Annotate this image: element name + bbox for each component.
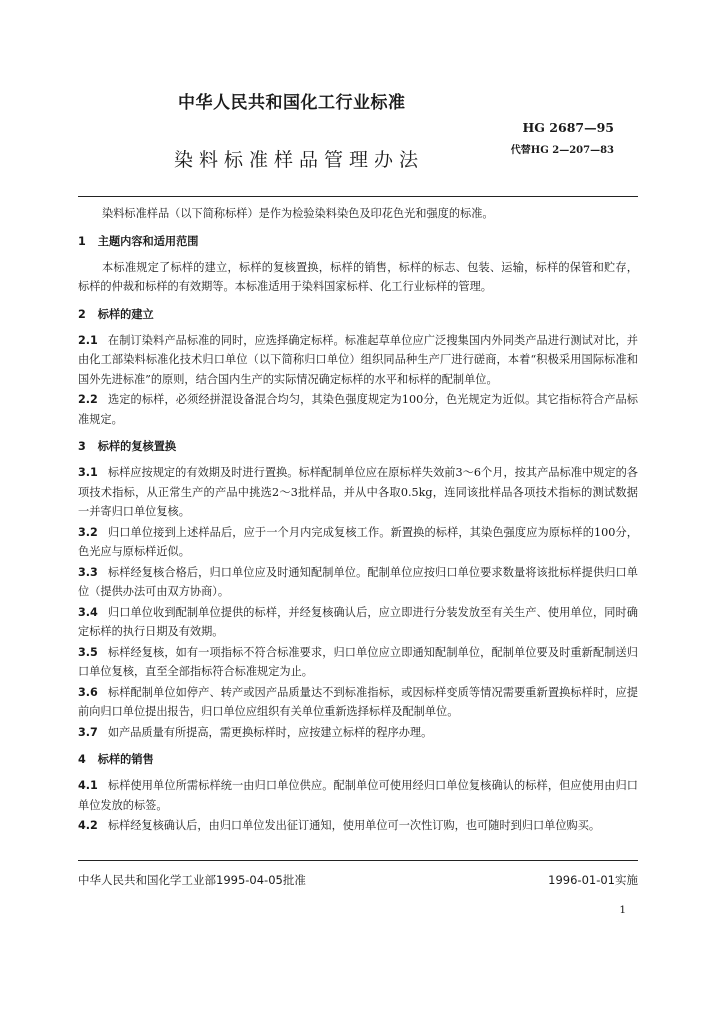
section-number: 1	[78, 234, 86, 248]
effective-date: 1996-01-01实施	[548, 873, 638, 887]
page-number: 1	[619, 904, 626, 916]
clause	[78, 390, 638, 429]
clause-text: 标样经复核合格后，归口单位应及时通知配制单位。配制单位应按归口单位要求数量将该批标样提供归口单位（提供办法可由双方协商）。	[78, 565, 638, 598]
clause	[78, 463, 638, 522]
clause-number: 3.7	[78, 725, 98, 739]
clause-text: 归口单位收到配制单位提供的标样，并经复核确认后，应立即进行分装发放至有关生产、使用单位，同时确定标样的执行日期及有效期。	[78, 605, 638, 638]
section-heading	[78, 234, 638, 250]
clause-text: 归口单位接到上述样品后，应于一个月内完成复核工作。新置换的标样，其染色强度应为原标样的100分，色光应与原标样近似。	[78, 525, 638, 558]
document-title: 染料标准样品管理办法	[174, 149, 425, 171]
footer	[78, 872, 638, 888]
standard-code: HG 2687—95	[522, 120, 614, 135]
approval-line: 中华人民共和国化学工业部1995-04-05批准	[78, 873, 306, 887]
clause-number: 3.4	[78, 605, 98, 619]
clause-text: 标样应按规定的有效期及时进行置换。标样配制单位应在原标样失效前3～6个月，按其产品标准中规定的各项技术指标，从正常生产的产品中挑选2～3批样品，并从中各取0.5kg，连同该批样品各项技术指标的测试数据一并寄归口单位复核。	[78, 466, 638, 518]
document-body	[78, 204, 638, 836]
section-number: 3	[78, 440, 86, 453]
section-title: 标样的复核置换	[97, 440, 177, 453]
clause-text: 标样使用单位所需标样统一由归口单位供应。配制单位可使用经归口单位复核确认的标样，但应使用由归口单位发放的标签。	[78, 779, 638, 812]
clause-text: 标样配制单位如停产、转产或因产品质量达不到标准指标，或因标样变质等情况需要重新置换标样时，应提前向归口单位提出报告，归口单位应组织有关单位重新选择标样及配制单位。	[78, 685, 638, 718]
clause-text: 标样经复核，如有一项指标不符合标准要求，归口单位应立即通知配制单位，配制单位要及时重新配制送归口单位复核，直至全部指标符合标准规定为止。	[78, 645, 638, 678]
section-heading	[78, 307, 638, 323]
section-title: 标样的建立	[97, 307, 154, 321]
clause-number: 3.1	[78, 466, 98, 479]
clause	[78, 523, 638, 562]
intro-paragraph: 染料标准样品（以下简称标样）是作为检验染料染色及印花色光和强度的标准。	[102, 207, 494, 220]
clause	[78, 563, 638, 602]
section-paragraph: 本标准规定了标样的建立，标样的复核置换，标样的销售，标样的标志、包装、运输，标样的保管和贮存，标样的仲裁和标样的有效期等。本标准适用于染料国家标样、化工行业标样的管理。	[78, 260, 638, 293]
clause-text: 如产品质量有所提高，需更换标样时，应按建立标样的程序办理。	[107, 725, 433, 739]
section-number: 4	[78, 753, 86, 766]
clause	[78, 331, 638, 390]
clause	[78, 643, 638, 682]
clause-number: 4.2	[78, 819, 98, 832]
clause-number: 4.1	[78, 779, 98, 792]
clause	[78, 816, 638, 836]
clause-number: 3.3	[78, 565, 98, 579]
section-title: 标样的销售	[97, 753, 154, 766]
clause	[78, 776, 638, 815]
clause-text: 选定的标样，必须经拼混设备混合均匀，其染色强度规定为100分，色光规定为近似。其它指标符合产品标准规定。	[78, 393, 638, 426]
clause	[78, 603, 638, 642]
section-number: 2	[78, 307, 86, 321]
clause-text: 标样经复核确认后，由归口单位发出征订通知，使用单位可一次性订购，也可随时到归口单位购买。	[107, 819, 601, 832]
clause-number: 3.6	[78, 685, 98, 699]
standard-category-title: 中华人民共和国化工行业标准	[178, 93, 406, 113]
clause-number: 3.2	[78, 525, 98, 539]
header-divider	[78, 196, 638, 197]
clause-number: 2.2	[78, 393, 98, 406]
clause	[78, 723, 638, 743]
clause	[78, 683, 638, 722]
clause-number: 2.1	[78, 333, 98, 347]
clause-number: 3.5	[78, 645, 98, 659]
section-heading	[78, 752, 638, 768]
section-heading	[78, 439, 638, 455]
section-title: 主题内容和适用范围	[97, 234, 199, 248]
replaces-standard: 代替HG 2—207—83	[510, 145, 614, 156]
footer-divider	[78, 860, 638, 861]
clause-text: 在制订染料产品标准的同时，应选择确定标样。标准起草单位应广泛搜集国内外同类产品进行测试对比，并由化工部染料标准化技术归口单位（以下简称归口单位）组织同品种生产厂进行磋商，本着“积极采用国际标准和国外先进标准”的原则，结合国内生产的实际情况确定标样的水平和标样的配制单位。	[78, 333, 638, 386]
